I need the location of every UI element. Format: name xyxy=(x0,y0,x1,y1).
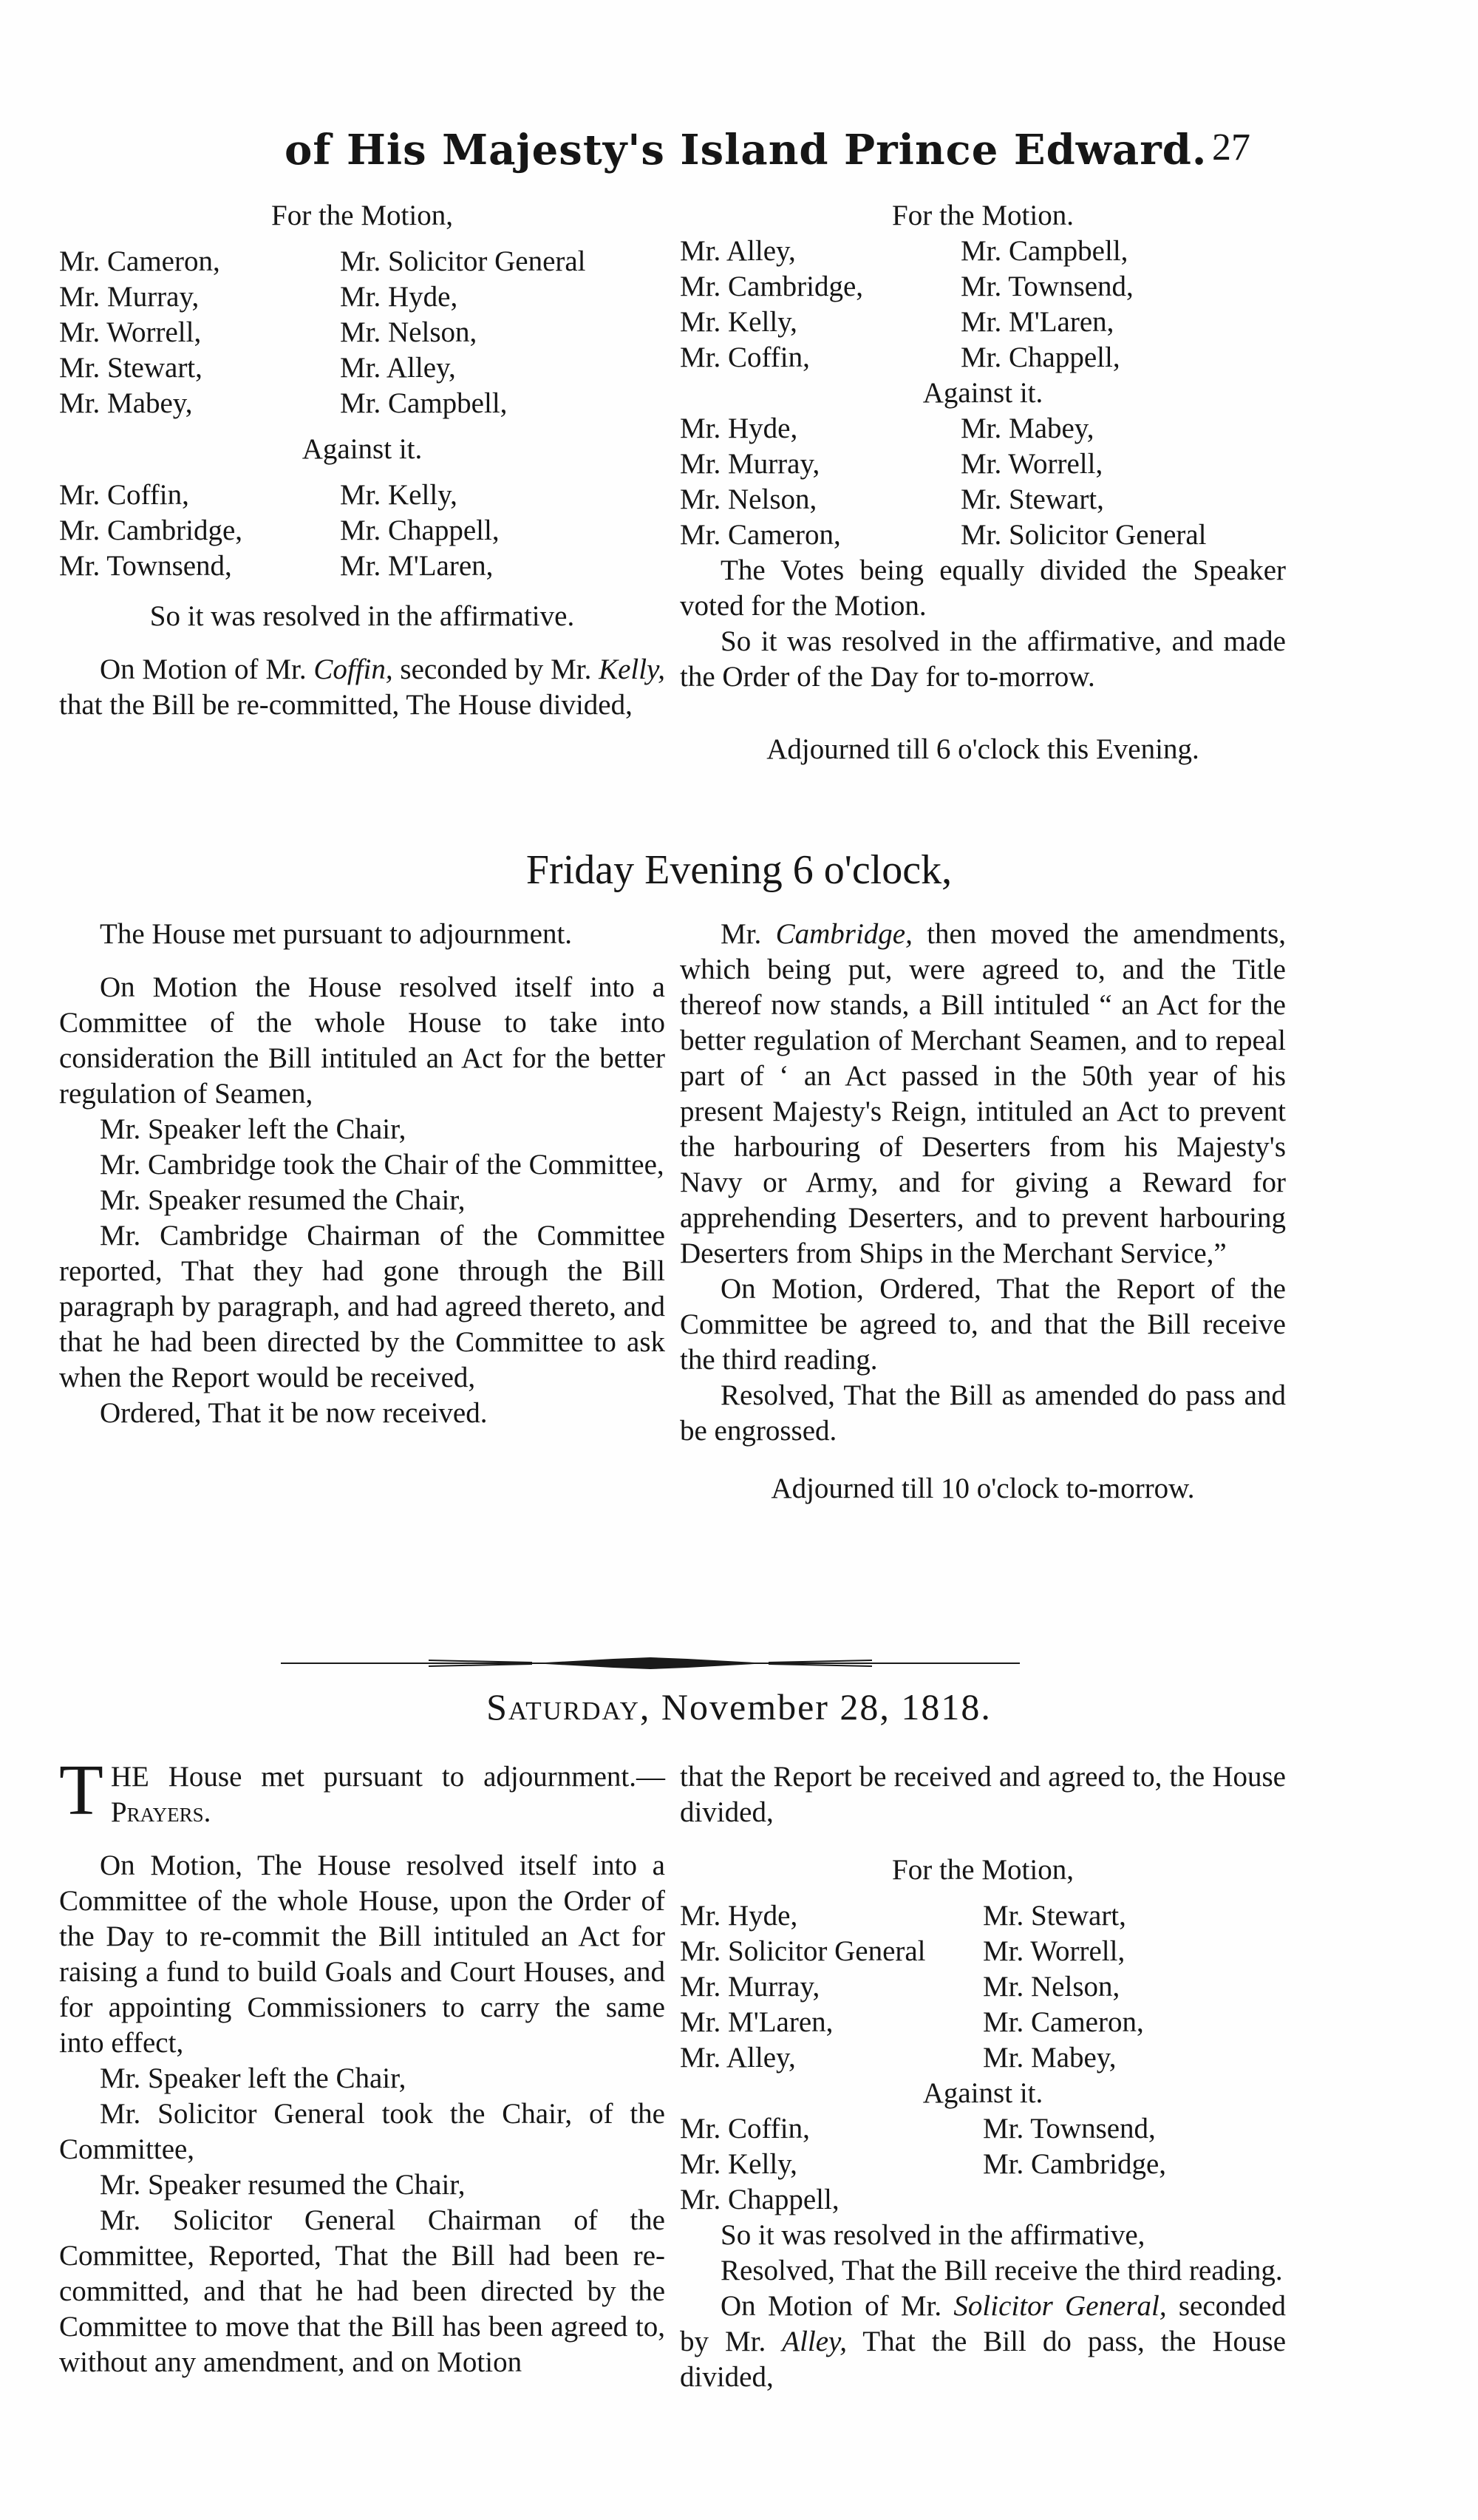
vote-row xyxy=(680,305,1286,340)
member-name: Mr. Solicitor General xyxy=(680,1935,926,1967)
vote-row xyxy=(680,340,1286,376)
adjourned-text: Adjourned till 10 o'clock to-morrow. xyxy=(771,1473,1195,1504)
vote-row xyxy=(680,234,1286,269)
member-name: Mr. Townsend, xyxy=(59,550,232,582)
member-name: Mr. M'Laren, xyxy=(340,550,494,582)
member-name: Mr. Mabey, xyxy=(983,2042,1117,2074)
vote-row xyxy=(680,482,1286,517)
friday-left xyxy=(59,917,665,1431)
vote-row xyxy=(59,279,665,315)
ornamental-rule xyxy=(281,1656,1020,1671)
paragraph: Mr. Solicitor General Chairman of the Committee, Reported, That the Bill had been re-committed, and that he had been directed by the Committee to move that the Bill has been agreed to, without any amendment, and on Motion xyxy=(59,2204,665,2378)
vote-row xyxy=(680,1934,1286,1969)
member-name: Mr. Cambridge, xyxy=(59,514,243,546)
member-name: Mr. Coffin, xyxy=(59,479,189,511)
vote-row xyxy=(680,269,1286,305)
paragraph: Mr. Cambridge took the Chair of the Committee, xyxy=(100,1149,664,1181)
paragraph: On Motion of Mr. Solicitor General, seconded by Mr. Alley, That the Bill do pass, the House divided, xyxy=(680,2290,1287,2393)
member-name: Mr. Kelly, xyxy=(340,479,457,511)
member-name: Mr. Nelson, xyxy=(340,316,477,348)
paragraph: On Motion, The House resolved itself into a Committee of the whole House, upon the Order of the Day to re-commit the Bill intituled an Act for raising a fund to build Goals and Court Houses, and for appointing Commissioners to carry the same into effect, xyxy=(59,1850,665,2059)
paragraph: Mr. Speaker left the Chair, xyxy=(100,2062,406,2094)
resolved-text: So it was resolved in the affirmative, and made the Order of the Day for to-morrow. xyxy=(680,625,1286,693)
drop-cap: T xyxy=(59,1750,103,1830)
member-name: Mr. Stewart, xyxy=(961,483,1104,515)
paragraph: Mr. Speaker left the Chair, xyxy=(100,1113,406,1145)
vote-row xyxy=(680,411,1286,446)
paragraph: The House met pursuant to adjournment. xyxy=(100,918,573,950)
member-name: Mr. Solicitor General xyxy=(961,519,1207,551)
running-header xyxy=(0,126,1478,192)
member-name: Mr. Cameron, xyxy=(983,2006,1144,2038)
for-list xyxy=(59,244,665,421)
member-name: Mr. Murray, xyxy=(680,1971,820,2003)
member-name: Mr. Chappell, xyxy=(680,2184,840,2215)
vote-row xyxy=(680,2040,1286,2076)
for-heading: For the Motion, xyxy=(271,200,453,231)
division-left xyxy=(59,198,665,723)
adjourned-text: Adjourned till 6 o'clock this Evening. xyxy=(766,733,1199,765)
member-name: Mr. Coffin, xyxy=(680,342,810,373)
member-name: Mr. Coffin, xyxy=(680,2113,810,2144)
member-name: Mr. Campbell, xyxy=(961,235,1128,267)
member-name: Mr. Cameron, xyxy=(680,519,841,551)
member-name: Mr. Nelson, xyxy=(680,483,817,515)
paragraph: that the Report be received and agreed to, the House divided, xyxy=(680,1761,1286,1828)
member-name: Mr. Kelly, xyxy=(680,2148,797,2180)
page-number: 27 xyxy=(1212,126,1250,169)
for-heading: For the Motion, xyxy=(892,1854,1074,1886)
paragraph: Mr. Speaker resumed the Chair, xyxy=(100,1184,466,1216)
paragraph: Mr. Solicitor General took the Chair, of the Committee, xyxy=(59,2098,665,2165)
friday-right xyxy=(680,917,1286,1507)
member-name: Mr. Murray, xyxy=(680,448,820,480)
paragraph: Mr. Cambridge Chairman of the Committee reported, That they had gone through the Bill paragraph by paragraph, and had agreed thereto, and that he had been directed by the Committee to ask when the Report would be received, xyxy=(59,1220,665,1393)
vote-row xyxy=(680,2147,1286,2182)
vote-row xyxy=(59,386,665,421)
paragraph: Mr. Speaker resumed the Chair, xyxy=(100,2169,466,2201)
resolved-text: So it was resolved in the affirmative, xyxy=(721,2219,1145,2251)
member-name: Mr. Townsend, xyxy=(983,2113,1156,2144)
vote-row xyxy=(680,2182,1286,2218)
member-name: Mr. Hyde, xyxy=(680,412,798,444)
member-name: Mr. Worrell, xyxy=(983,1935,1125,1967)
paragraph: Resolved, That the Bill as amended do pass and be engrossed. xyxy=(680,1379,1286,1447)
member-name: Mr. Worrell, xyxy=(961,448,1103,480)
paragraph: THE House met pursuant to adjournment.—Prayers. xyxy=(59,1750,665,1830)
vote-row xyxy=(59,549,665,584)
member-name: Mr. Chappell, xyxy=(961,342,1120,373)
member-name: Mr. Murray, xyxy=(59,281,200,313)
vote-row xyxy=(680,2005,1286,2040)
for-list xyxy=(680,234,1286,376)
member-name: Mr. Hyde, xyxy=(680,1900,798,1932)
member-name: Mr. Nelson, xyxy=(983,1971,1120,2003)
member-name: Mr. Cambridge, xyxy=(680,271,864,302)
vote-row xyxy=(680,517,1286,553)
member-name: Mr. M'Laren, xyxy=(961,306,1114,338)
resolved-text: So it was resolved in the affirmative. xyxy=(149,600,575,632)
vote-row xyxy=(680,2111,1286,2147)
against-list xyxy=(59,478,665,584)
paragraph: Ordered, That it be now received. xyxy=(100,1397,488,1429)
saturday-right xyxy=(680,1759,1286,2395)
member-name: Mr. Alley, xyxy=(680,2042,796,2074)
member-name: Mr. M'Laren, xyxy=(680,2006,834,2038)
vote-row xyxy=(59,478,665,513)
against-heading: Against it. xyxy=(302,433,423,465)
against-list xyxy=(680,2111,1286,2218)
member-name: Mr. Mabey, xyxy=(961,412,1094,444)
for-heading: For the Motion. xyxy=(892,200,1074,231)
member-name: Mr. Stewart, xyxy=(59,352,202,384)
member-name: Mr. Townsend, xyxy=(961,271,1134,302)
member-name: Mr. Stewart, xyxy=(983,1900,1126,1932)
resolved-text: Resolved, That the Bill receive the third reading. xyxy=(721,2255,1283,2286)
vote-row xyxy=(59,513,665,549)
member-name: Mr. Hyde, xyxy=(340,281,458,313)
against-heading: Against it. xyxy=(922,377,1043,409)
vote-row xyxy=(59,315,665,350)
vote-row xyxy=(680,1898,1286,1934)
member-name: Mr. Cameron, xyxy=(59,245,220,277)
vote-row xyxy=(680,446,1286,482)
member-name: Mr. Cambridge, xyxy=(983,2148,1167,2180)
paragraph: On Motion, Ordered, That the Report of the Committee be agreed to, and that the Bill receive the third reading. xyxy=(680,1273,1286,1376)
against-list xyxy=(680,411,1286,553)
paragraph: Mr. Cambridge, then moved the amendments, which being put, were agreed to, and the Title thereof now stands, a Bill intituled “ an Act for the better regulation of Merchant Seamen, and to repeal part of ‘ an Act passed in the 50th year of his present Majesty's Reign, intituled an Act to prevent the harbouring of Deserters from his Majesty's Navy or Army, and for giving a Reward for apprehending Deserters, and to prevent harbouring Deserters from Ships in the Merchant Service,” xyxy=(680,918,1286,1269)
motion-paragraph: On Motion of Mr. Coffin, seconded by Mr. Kelly, that the Bill be re-committed, The House divided, xyxy=(59,653,666,721)
for-list xyxy=(680,1898,1286,2076)
member-name: Mr. Campbell, xyxy=(340,387,508,419)
member-name: Mr. Alley, xyxy=(340,352,456,384)
vote-row xyxy=(59,350,665,386)
against-heading: Against it. xyxy=(922,2077,1043,2109)
friday-heading: Friday Evening 6 o'clock, xyxy=(525,847,953,893)
vote-row xyxy=(59,244,665,279)
division-right xyxy=(680,198,1286,767)
member-name: Mr. Kelly, xyxy=(680,306,797,338)
saturday-heading: Saturday, November 28, 1818. xyxy=(486,1686,992,1728)
member-name: Mr. Mabey, xyxy=(59,387,193,419)
saturday-left xyxy=(59,1750,665,2380)
member-name: Mr. Alley, xyxy=(680,235,796,267)
paragraph: On Motion the House resolved itself into a Committee of the whole House to take into consideration the Bill intituled an Act for the better regulation of Seamen, xyxy=(59,971,665,1110)
vote-row xyxy=(680,1969,1286,2005)
member-name: Mr. Chappell, xyxy=(340,514,500,546)
member-name: Mr. Solicitor General xyxy=(340,245,586,277)
member-name: Mr. Worrell, xyxy=(59,316,202,348)
header-title: of His Majesty's Island Prince Edward. xyxy=(285,126,1208,174)
votes-equal-text: The Votes being equally divided the Speaker voted for the Motion. xyxy=(680,554,1286,622)
